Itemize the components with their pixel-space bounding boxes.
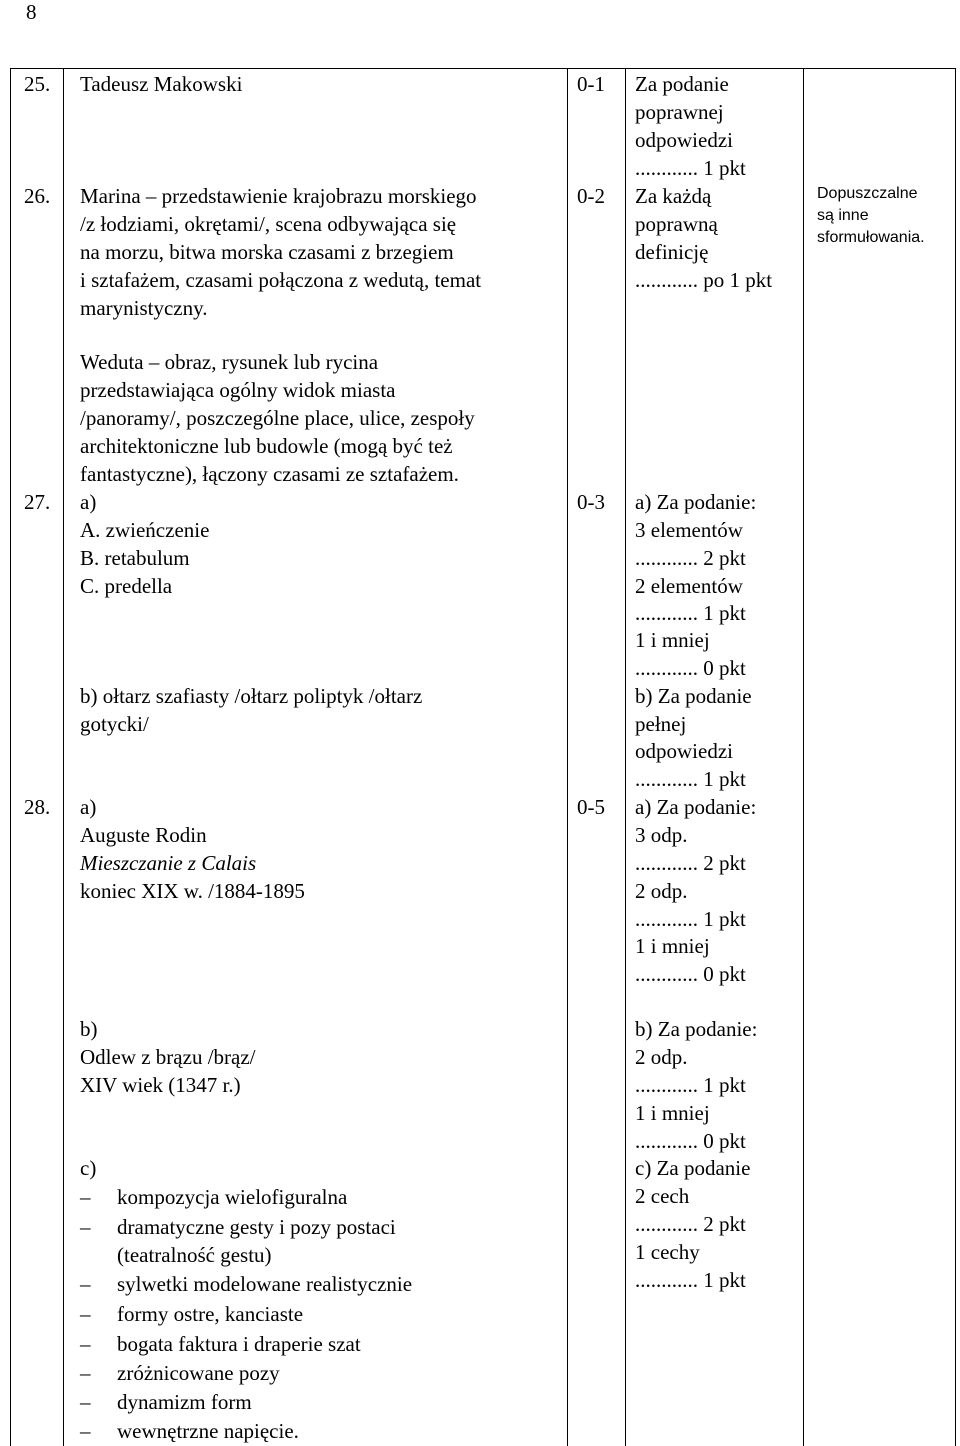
criteria-line: 1 cechy <box>635 1240 700 1264</box>
list-item-text: dynamizm form <box>117 1390 252 1414</box>
criteria-line: pełnej <box>635 712 687 736</box>
criteria-line: definicję <box>635 240 709 264</box>
criteria-line: ............ 2 pkt <box>635 546 746 570</box>
answer-line: marynistyczny. <box>80 296 208 320</box>
list-item <box>80 1183 347 1211</box>
list-item <box>80 1213 396 1241</box>
answer-line: C. predella <box>80 574 173 598</box>
page-number: 8 <box>26 0 37 24</box>
criteria-line: ............ po 1 pkt <box>635 268 773 292</box>
task-number-28: 28. <box>24 795 51 819</box>
remark-line: sformułowania. <box>817 229 925 246</box>
criteria-line: ............ 1 pkt <box>635 1268 746 1292</box>
answer-line: /panoramy/, poszczególne place, ulice, zespoły <box>80 406 475 430</box>
answer-line: koniec XIX w. /1884-1895 <box>80 879 305 903</box>
list-item-text: zróżnicowane pozy <box>117 1361 280 1385</box>
task-number-25: 25. <box>24 72 51 96</box>
points-27: 0-3 <box>577 490 605 514</box>
answer-line: Weduta – obraz, rysunek lub rycina <box>80 350 379 374</box>
criteria-line: ............ 1 pkt <box>635 767 746 791</box>
dash-bullet-icon: – <box>80 1419 91 1443</box>
points-26: 0-2 <box>577 184 605 208</box>
column-divider-points <box>625 68 626 1446</box>
answer-line: b) ołtarz szafiasty /ołtarz poliptyk /ołtarz <box>80 684 423 708</box>
list-item-text: formy ostre, kanciaste <box>117 1302 304 1326</box>
answer-line: B. retabulum <box>80 546 190 570</box>
criteria-line: 3 odp. <box>635 823 688 847</box>
criteria-line: ............ 1 pkt <box>635 601 746 625</box>
answer-line: Odlew z brązu /brąz/ <box>80 1045 256 1069</box>
dash-bullet-icon: – <box>80 1390 91 1414</box>
list-item <box>80 1330 361 1358</box>
criteria-line: ............ 2 pkt <box>635 1212 746 1236</box>
criteria-line: odpowiedzi <box>635 739 733 763</box>
answer-line: fantastyczne), łączony czasami ze sztafażem. <box>80 462 459 486</box>
answer-line: a) <box>80 490 97 514</box>
answer-line: gotycki/ <box>80 712 149 736</box>
dash-bullet-icon: – <box>80 1272 91 1296</box>
criteria-line: Za podanie <box>635 72 729 96</box>
answer-line: b) <box>80 1017 98 1041</box>
criteria-line: 2 odp. <box>635 879 688 903</box>
answer-25: Tadeusz Makowski <box>80 72 243 96</box>
list-item <box>80 1359 280 1387</box>
artwork-title: Mieszczanie z Calais <box>80 851 257 875</box>
list-item-text: wewnętrzne napięcie. <box>117 1419 299 1443</box>
criteria-line: poprawnej <box>635 100 724 124</box>
list-item-text: dramatyczne gesty i pozy postaci <box>117 1215 396 1239</box>
remark-line: są inne <box>817 207 869 224</box>
criteria-line: odpowiedzi <box>635 128 733 152</box>
list-item-text: bogata faktura i draperie szat <box>117 1332 361 1356</box>
criteria-line: 1 i mniej <box>635 934 710 958</box>
criteria-line: poprawną <box>635 212 718 236</box>
criteria-line: ............ 1 pkt <box>635 907 746 931</box>
task-number-26: 26. <box>24 184 51 208</box>
criteria-line: ............ 2 pkt <box>635 851 746 875</box>
list-item <box>80 1300 303 1328</box>
answer-line: A. zwieńczenie <box>80 518 210 542</box>
column-divider-number <box>63 68 64 1446</box>
list-item-text: sylwetki modelowane realistycznie <box>117 1272 413 1296</box>
criteria-line: 1 i mniej <box>635 1101 710 1125</box>
answer-line: a) <box>80 795 97 819</box>
criteria-line: 2 odp. <box>635 1045 688 1069</box>
criteria-line: 1 i mniej <box>635 628 710 652</box>
criteria-line: 2 cech <box>635 1184 690 1208</box>
answer-line: przedstawiająca ogólny widok miasta <box>80 378 396 402</box>
column-divider-criteria <box>803 68 804 1446</box>
list-item-continuation: (teatralność gestu) <box>117 1243 272 1267</box>
answer-line: na morzu, bitwa morska czasami z brzegiem <box>80 240 454 264</box>
answer-line: Auguste Rodin <box>80 823 207 847</box>
criteria-line: 3 elementów <box>635 518 743 542</box>
criteria-line: ............ 0 pkt <box>635 1129 746 1153</box>
criteria-line: b) Za podanie <box>635 684 752 708</box>
answer-line: XIV wiek (1347 r.) <box>80 1073 241 1097</box>
list-item <box>80 1417 299 1445</box>
list-item <box>80 1270 412 1298</box>
dash-bullet-icon: – <box>80 1185 91 1209</box>
remark-line: Dopuszczalne <box>817 185 918 202</box>
answer-line: /z łodziami, okrętami/, scena odbywająca się <box>80 212 457 236</box>
points-28: 0-5 <box>577 795 605 819</box>
points-25: 0-1 <box>577 72 605 96</box>
dash-bullet-icon: – <box>80 1361 91 1385</box>
dash-bullet-icon: – <box>80 1215 91 1239</box>
answer-line: i sztafażem, czasami połączona z wedutą, temat <box>80 268 482 292</box>
criteria-line: ............ 1 pkt <box>635 156 746 180</box>
dash-bullet-icon: – <box>80 1302 91 1326</box>
answer-c-label: c) <box>80 1156 97 1180</box>
task-number-27: 27. <box>24 490 51 514</box>
criteria-line: c) Za podanie <box>635 1156 751 1180</box>
answer-line: architektoniczne lub budowle (mogą być też <box>80 434 453 458</box>
criteria-line: Za każdą <box>635 184 712 208</box>
dash-bullet-icon: – <box>80 1332 91 1356</box>
criteria-line: ............ 1 pkt <box>635 1073 746 1097</box>
column-divider-answer <box>567 68 568 1446</box>
criteria-line: a) Za podanie: <box>635 490 757 514</box>
criteria-line: b) Za podanie: <box>635 1017 758 1041</box>
criteria-line: ............ 0 pkt <box>635 962 746 986</box>
criteria-line: 2 elementów <box>635 574 743 598</box>
list-item-text: kompozycja wielofiguralna <box>117 1185 348 1209</box>
criteria-line: ............ 0 pkt <box>635 656 746 680</box>
criteria-line: a) Za podanie: <box>635 795 757 819</box>
list-item <box>80 1388 252 1416</box>
answer-line: Marina – przedstawienie krajobrazu morskiego <box>80 184 477 208</box>
